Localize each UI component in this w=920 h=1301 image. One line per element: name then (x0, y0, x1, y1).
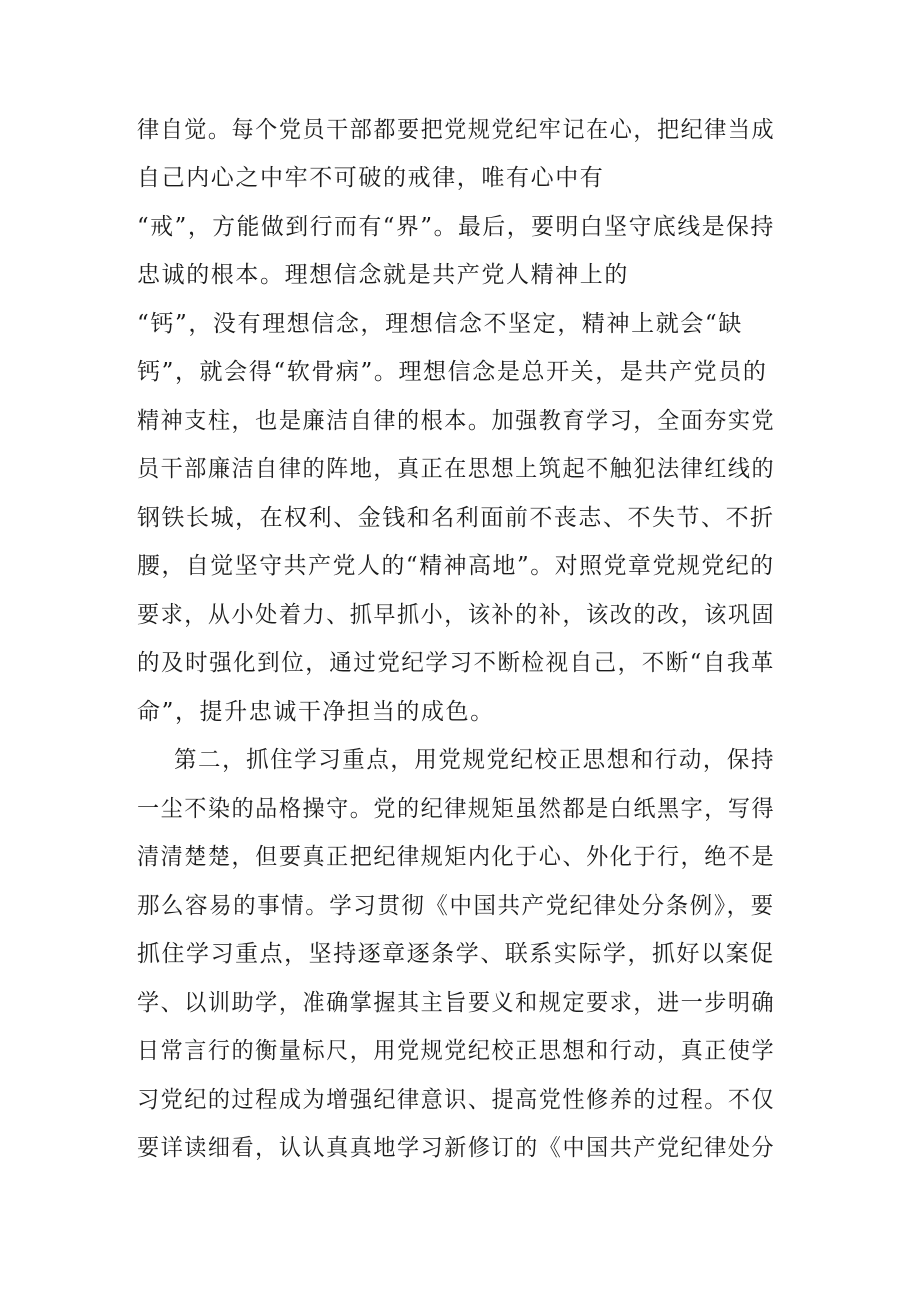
text-line: 习党纪的过程成为增强纪律意识、提高党性修养的过程。不仅 (137, 1087, 776, 1113)
text-line: 钢铁长城，在权利、金钱和名利面前不丧志、不失节、不折 (137, 505, 775, 531)
text-line: 忠诚的根本。理想信念就是共产党人精神上的 (137, 262, 629, 288)
text-line: “戒”，方能做到行而有“界”。最后，要明白坚守底线是保持 (137, 214, 775, 240)
text-line: 一尘不染的品格操守。党的纪律规矩虽然都是白纸黑字，写得 (137, 796, 776, 822)
text-line: 的及时强化到位，通过党纪学习不断检视自己，不断“自我革 (137, 650, 775, 676)
text-line: 钙”，就会得“软骨病”。理想信念是总开关，是共产党员的 (137, 359, 768, 385)
text-line: 日常言行的衡量标尺，用党规党纪校正思想和行动，真正使学 (137, 1038, 776, 1064)
text-line: 精神支柱，也是廉洁自律的根本。加强教育学习，全面夯实党 (137, 408, 776, 434)
text-line: 抓住学习重点，坚持逐章逐条学、联系实际学，抓好以案促 (137, 941, 775, 967)
text-line: 员干部廉洁自律的阵地，真正在思想上筑起不触犯法律红线的 (137, 456, 776, 482)
text-line: 要求，从小处着力、抓早抓小，该补的补，该改的改，该巩固 (137, 602, 776, 628)
text-line: 律自觉。每个党员干部都要把党规党纪牢记在心，把纪律当成 (137, 117, 776, 143)
paragraph-first-line: 第二，抓住学习重点，用党规党纪校正思想和行动，保持 (174, 747, 775, 773)
text-line: 自己内心之中牢不可破的戒律，唯有心中有 (137, 165, 605, 191)
text-line: 腰，自觉坚守共产党人的“精神高地”。对照党章党规党纪的 (137, 553, 775, 579)
text-line: 要详读细看，认认真真地学习新修订的《中国共产党纪律处分 (137, 1135, 776, 1161)
text-line: 那么容易的事情。学习贯彻《中国共产党纪律处分条例》，要 (137, 893, 775, 919)
text-line: “钙”，没有理想信念，理想信念不坚定，精神上就会“缺 (137, 311, 743, 337)
text-line: 学、以训助学，准确掌握其主旨要义和规定要求，进一步明确 (137, 990, 776, 1016)
text-line: 清清楚楚，但要真正把纪律规矩内化于心、外化于行，绝不是 (137, 844, 776, 870)
text-line: 命”，提升忠诚干净担当的成色。 (137, 699, 495, 725)
